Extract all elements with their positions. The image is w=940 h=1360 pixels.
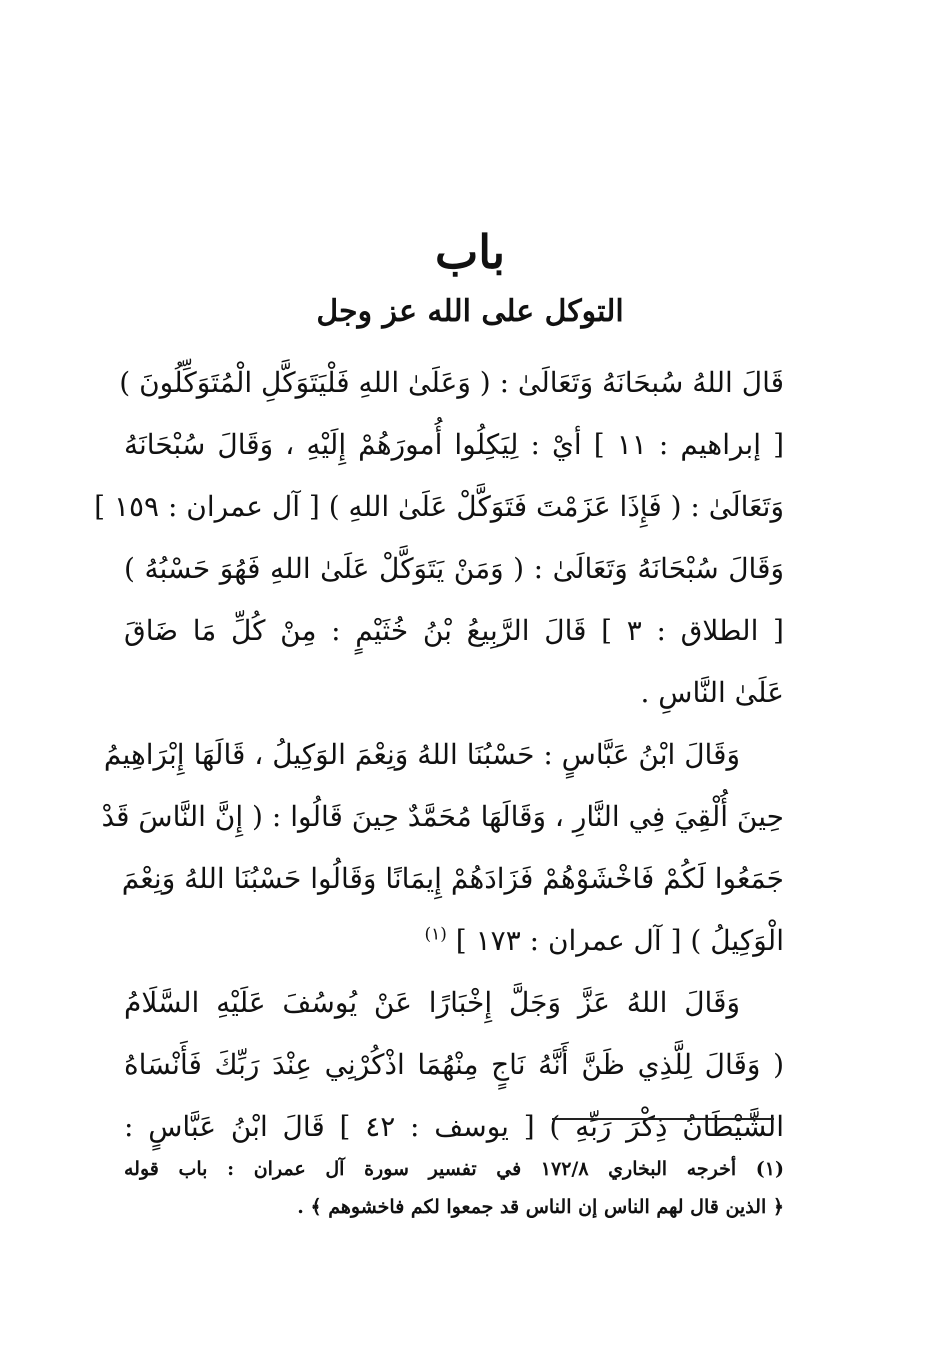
text-line: [ إبراهيم : ١١ ] أيْ : لِيَكِلُوا أُمورَهُمْ إِلَيْهِ ، وَقَالَ سُبْحَانَهُ — [124, 428, 784, 461]
text-line: وَتَعَالَىٰ : ( فَإِذَا عَزَمْتَ فَتَوَكَّلْ عَلَىٰ اللهِ ) [ آل عمران : ١٥٩ ] — [94, 490, 784, 523]
text-line: قَالَ اللهُ سُبحَانَهُ وَتَعَالَىٰ : ( وَعَلَىٰ اللهِ فَلْيَتَوَكَّلِ الْمُتَوَكِّلُونَ ) — [119, 366, 784, 399]
body-text — [94, 352, 784, 1158]
text-line: وَقَالَ سُبْحَانَهُ وَتَعَالَىٰ : ( وَمَنْ يَتَوَكَّلْ عَلَىٰ اللهِ فَهُوَ حَسْبُهُ ) — [124, 552, 784, 585]
text-line: وَقَالَ اللهُ عَزَّ وَجَلَّ إِخْبَارًا عَنْ يُوسُفَ عَلَيْهِ السَّلَامُ — [124, 986, 740, 1019]
text-line-with-footnote — [124, 910, 784, 972]
text-line: ( وَقَالَ لِلَّذِي ظَنَّ أَنَّهُ نَاجٍ مِنْهُمَا اذْكُرْنِي عِنْدَ رَبِّكَ فَأَنْسَاهُ — [124, 1048, 784, 1081]
footnote-line: ﴿ الذين قال لهم الناس إن الناس قد جمعوا لكم فاخشوهم ﴾ . — [297, 1196, 784, 1218]
text-line: عَلَىٰ النَّاسِ . — [640, 676, 784, 709]
text-line: الْوَكِيلُ ) [ آل عمران : ١٧٣ ] — [455, 924, 784, 957]
text-line: [ الطلاق : ٣ ] قَالَ الرَّبِيعُ بْنُ خُثَيْمٍ : مِنْ كُلِّ مَا ضَاقَ — [124, 614, 784, 647]
footnote — [124, 1150, 784, 1226]
footnote-divider — [552, 1118, 774, 1120]
text-line: وَقَالَ ابْنُ عَبَّاسٍ : حَسْبُنَا اللهُ وَنِعْمَ الوَكِيلُ ، قَالَهَا إِبْرَاهِيمُ — [103, 738, 740, 771]
footnote-line: (١) أخرجه البخاري ١٧٢/٨ في تفسير سورة آل عمران : باب قوله — [124, 1158, 784, 1180]
text-line: حِينَ أُلْقِيَ فِي النَّارِ ، وَقَالَهَا مُحَمَّدٌ حِينَ قَالُوا : ( إِنَّ النَّاسَ قَدْ — [101, 800, 784, 833]
chapter-subheading: التوكل على الله عز وجل — [316, 294, 624, 329]
text-line: جَمَعُوا لَكُمْ فَاخْشَوْهُمْ فَزَادَهُمْ إِيمَانًا وَقَالُوا حَسْبُنَا اللهُ وَنِعْمَ — [121, 862, 784, 895]
chapter-heading: باب — [434, 225, 506, 279]
footnote-marker: (١) — [424, 924, 447, 945]
text-line: الشَّيْطَانُ ذِكْرَ رَبِّهِ ) [ يوسف : ٤٢ ] قَالَ ابْنُ عَبَّاسٍ : — [124, 1110, 784, 1143]
